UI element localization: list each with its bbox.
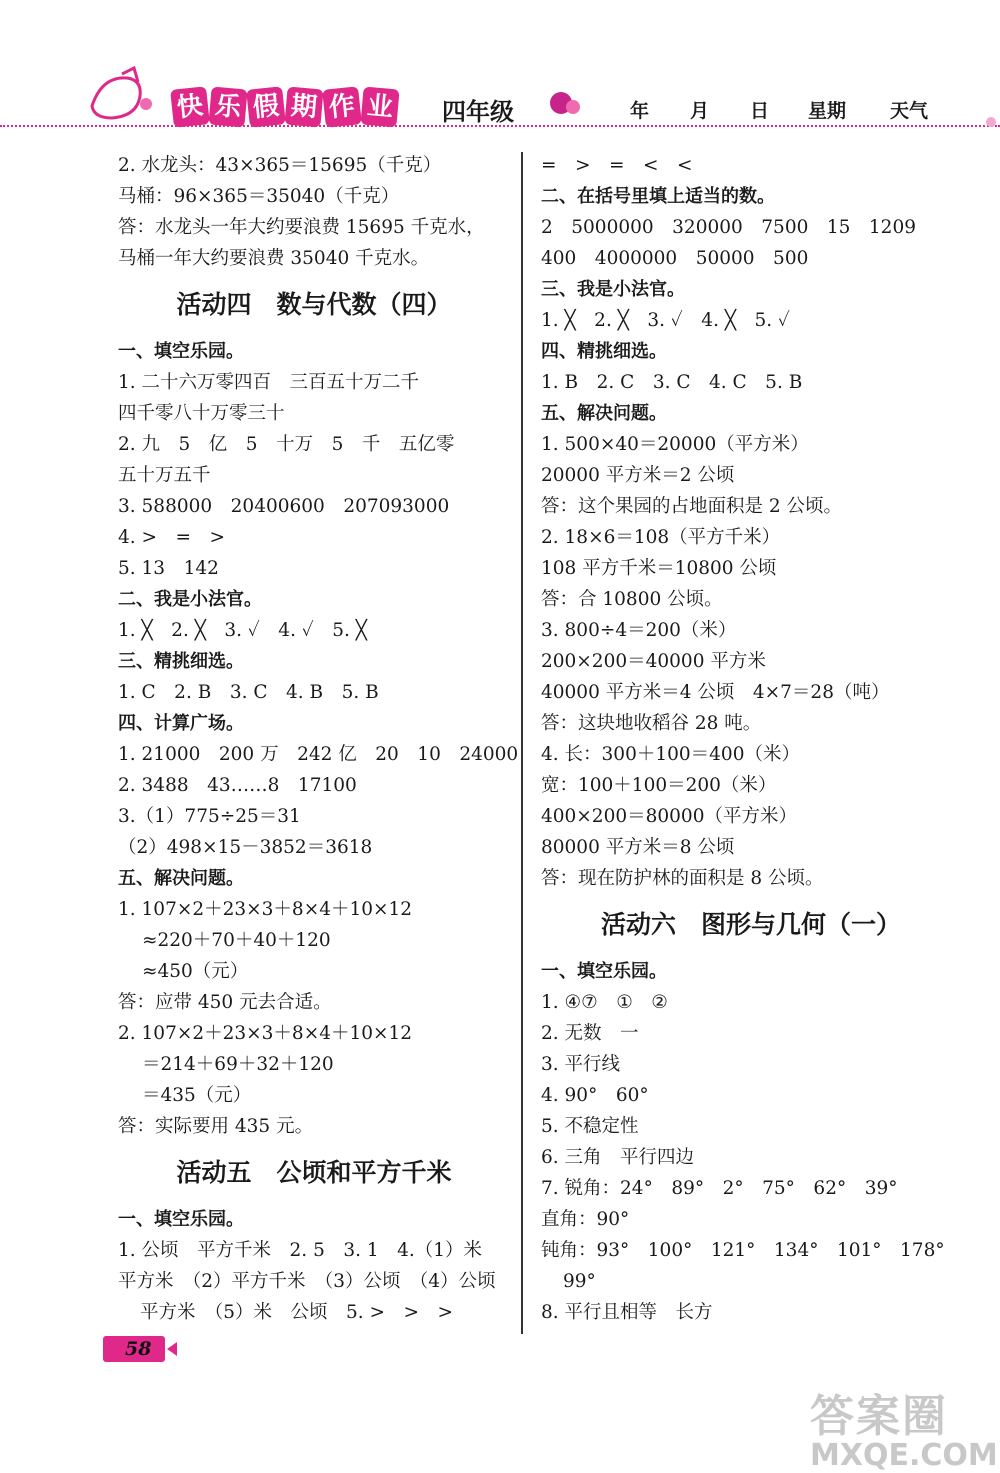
answer-line: 20000 平方米＝2 公顷 bbox=[541, 465, 735, 486]
right-answer-column bbox=[541, 150, 961, 1328]
answer-line: 2. 3488 43……8 17100 bbox=[118, 775, 357, 796]
answer-line: 7. 锐角：24° 89° 2° 75° 62° 39° bbox=[541, 1178, 898, 1199]
answer-line: 2. 107×2＋23×3＋8×4＋10×12 bbox=[118, 1023, 413, 1044]
answer-line: 答：应带 450 元去合适。 bbox=[118, 992, 332, 1013]
brand-char: 作 bbox=[322, 86, 362, 128]
answer-line: 1. 107×2＋23×3＋8×4＋10×12 bbox=[118, 899, 413, 920]
subsection-title: 四、精挑细选。 bbox=[541, 341, 667, 362]
answer-line: 3. 平行线 bbox=[541, 1054, 621, 1075]
page-header bbox=[0, 0, 1000, 140]
answer-line: = > = < < bbox=[541, 155, 693, 176]
answer-line: 答：现在防护林的面积是 8 公顷。 bbox=[541, 868, 824, 889]
answer-line: （2）498×15－3852＝3618 bbox=[118, 837, 373, 858]
answer-line: 2. 18×6＝108（平方千米） bbox=[541, 527, 781, 548]
subsection-title: 一、填空乐园。 bbox=[541, 961, 667, 982]
answer-line: 1. B 2. C 3. C 4. C 5. B bbox=[541, 372, 803, 393]
brand-char: 快 bbox=[170, 86, 210, 128]
answer-line: 1. ╳ 2. ╳ 3. ✓ 4. ╳ 5. ✓ bbox=[541, 310, 790, 331]
answer-line: 平方米 （5）米 公顷 5. > > > bbox=[140, 1302, 454, 1323]
answer-line: 1. C 2. B 3. C 4. B 5. B bbox=[118, 682, 379, 703]
answer-line: ≈450（元） bbox=[142, 961, 249, 982]
answer-line: 五十万五千 bbox=[118, 465, 211, 486]
answer-line: 1. ④⑦ ① ② bbox=[541, 992, 668, 1013]
subsection-title: 三、我是小法官。 bbox=[541, 279, 685, 300]
brand-char: 业 bbox=[360, 87, 399, 128]
answer-line: 钝角：93° 100° 121° 134° 101° 178° bbox=[541, 1240, 945, 1261]
answer-line: 答：这个果园的占地面积是 2 公顷。 bbox=[541, 496, 843, 517]
subsection-title: 二、我是小法官。 bbox=[118, 589, 262, 610]
answer-line: 1. 500×40＝20000（平方米） bbox=[541, 434, 809, 455]
answer-line: 400×200＝80000（平方米） bbox=[541, 806, 797, 827]
answer-line: 2 5000000 320000 7500 15 1209 bbox=[541, 217, 916, 238]
section-heading: 活动五 公顷和平方千米 bbox=[176, 1158, 452, 1187]
brand-char: 期 bbox=[284, 87, 323, 128]
answer-line: 答：这块地收稻谷 28 吨。 bbox=[541, 713, 762, 734]
answer-line: 2. 无数 一 bbox=[541, 1023, 639, 1044]
page-number: 58 bbox=[125, 1338, 152, 1360]
watermark-logo-text: 答案圈 bbox=[810, 1391, 948, 1442]
answer-line: 1. 二十六万零四百 三百五十万二千 bbox=[118, 372, 420, 393]
brand-char: 假 bbox=[246, 86, 286, 128]
date-weather-label: 天气 bbox=[890, 100, 929, 122]
answer-line: 6. 三角 平行四边 bbox=[541, 1147, 695, 1168]
date-month-label: 月 bbox=[690, 100, 710, 122]
balloon-small-icon bbox=[566, 100, 580, 114]
answer-line: 1. 21000 200 万 242 亿 20 10 24000 bbox=[118, 744, 519, 765]
watermark bbox=[810, 1380, 998, 1473]
section-heading: 活动四 数与代数（四） bbox=[176, 290, 452, 319]
answer-line: 1. 公顷 平方千米 2. 5 3. 1 4.（1）米 bbox=[118, 1240, 483, 1261]
page-number-badge bbox=[103, 1336, 181, 1362]
answer-line: ＝435（元） bbox=[142, 1085, 252, 1106]
answer-line: ＝214＋69＋32＋120 bbox=[142, 1054, 334, 1075]
subsection-title: 一、填空乐园。 bbox=[118, 1209, 244, 1230]
subsection-title: 一、填空乐园。 bbox=[118, 341, 244, 362]
watermark-url: MXQE.COM bbox=[810, 1438, 998, 1473]
answer-line: 200×200＝40000 平方米 bbox=[541, 651, 766, 672]
answer-line: 2. 水龙头：43×365＝15695（千克） bbox=[118, 155, 442, 176]
answer-line: 1. ╳ 2. ╳ 3. ✓ 4. ✓ 5. ╳ bbox=[118, 620, 367, 641]
date-day-label: 日 bbox=[750, 100, 770, 122]
answer-line: ≈220＋70＋40＋120 bbox=[142, 930, 331, 951]
answer-line: 平方米 （2）平方千米 （3）公顷 （4）公顷 bbox=[118, 1271, 496, 1292]
header-divider-dot bbox=[986, 117, 996, 127]
answer-line: 80000 平方米＝8 公顷 bbox=[541, 837, 735, 858]
date-year-label: 年 bbox=[630, 100, 650, 122]
brand-char: 乐 bbox=[208, 87, 247, 128]
answer-line: 3. 588000 20400600 207093000 bbox=[118, 496, 450, 517]
answer-line: 答：合 10800 公顷。 bbox=[541, 589, 723, 610]
answer-line: 2. 九 5 亿 5 十万 5 千 五亿零 bbox=[118, 434, 455, 455]
section-heading: 活动六 图形与几何（一） bbox=[600, 910, 901, 939]
brand-title bbox=[172, 88, 398, 126]
subsection-title: 二、在括号里填上适当的数。 bbox=[541, 186, 775, 207]
answer-line: 8. 平行且相等 长方 bbox=[541, 1302, 713, 1323]
subsection-title: 三、精挑细选。 bbox=[118, 651, 244, 672]
header-divider bbox=[0, 125, 1000, 127]
page-number-arrow-icon bbox=[167, 1342, 177, 1356]
subsection-title: 五、解决问题。 bbox=[541, 403, 667, 424]
notebook-logo-icon bbox=[82, 66, 162, 126]
subsection-title: 五、解决问题。 bbox=[118, 868, 244, 889]
answer-line: 400 4000000 50000 500 bbox=[541, 248, 809, 269]
date-weekday-label: 星期 bbox=[808, 100, 847, 122]
answer-line: 3. 800÷4＝200（米） bbox=[541, 620, 737, 641]
answer-line: 宽：100＋100＝200（米） bbox=[541, 775, 777, 796]
answer-line: 108 平方千米＝10800 公顷 bbox=[541, 558, 777, 579]
left-answer-column bbox=[118, 150, 519, 1328]
subsection-title: 四、计算广场。 bbox=[118, 713, 244, 734]
answer-line: 直角：90° bbox=[541, 1209, 630, 1230]
answer-line: 4. 长：300＋100＝400（米） bbox=[541, 744, 800, 765]
answer-line: 马桶：96×365＝35040（千克） bbox=[118, 186, 400, 207]
answer-line: 99° bbox=[563, 1271, 596, 1292]
answer-line: 四千零八十万零三十 bbox=[118, 403, 285, 424]
answer-line: 40000 平方米＝4 公顷 4×7＝28（吨） bbox=[541, 682, 890, 703]
answer-line: 5. 13 142 bbox=[118, 558, 219, 579]
column-divider bbox=[521, 152, 523, 1334]
grade-label: 四年级 bbox=[442, 98, 514, 126]
answer-line: 答：水龙头一年大约要浪费 15695 千克水， bbox=[118, 217, 485, 238]
answer-line: 4. > = > bbox=[118, 527, 226, 548]
answer-line: 马桶一年大约要浪费 35040 千克水。 bbox=[118, 248, 430, 269]
answer-line: 4. 90° 60° bbox=[541, 1085, 649, 1106]
answer-line: 答：实际要用 435 元。 bbox=[118, 1116, 314, 1137]
answer-line: 5. 不稳定性 bbox=[541, 1116, 639, 1137]
answer-line: 3.（1）775÷25＝31 bbox=[118, 806, 301, 827]
